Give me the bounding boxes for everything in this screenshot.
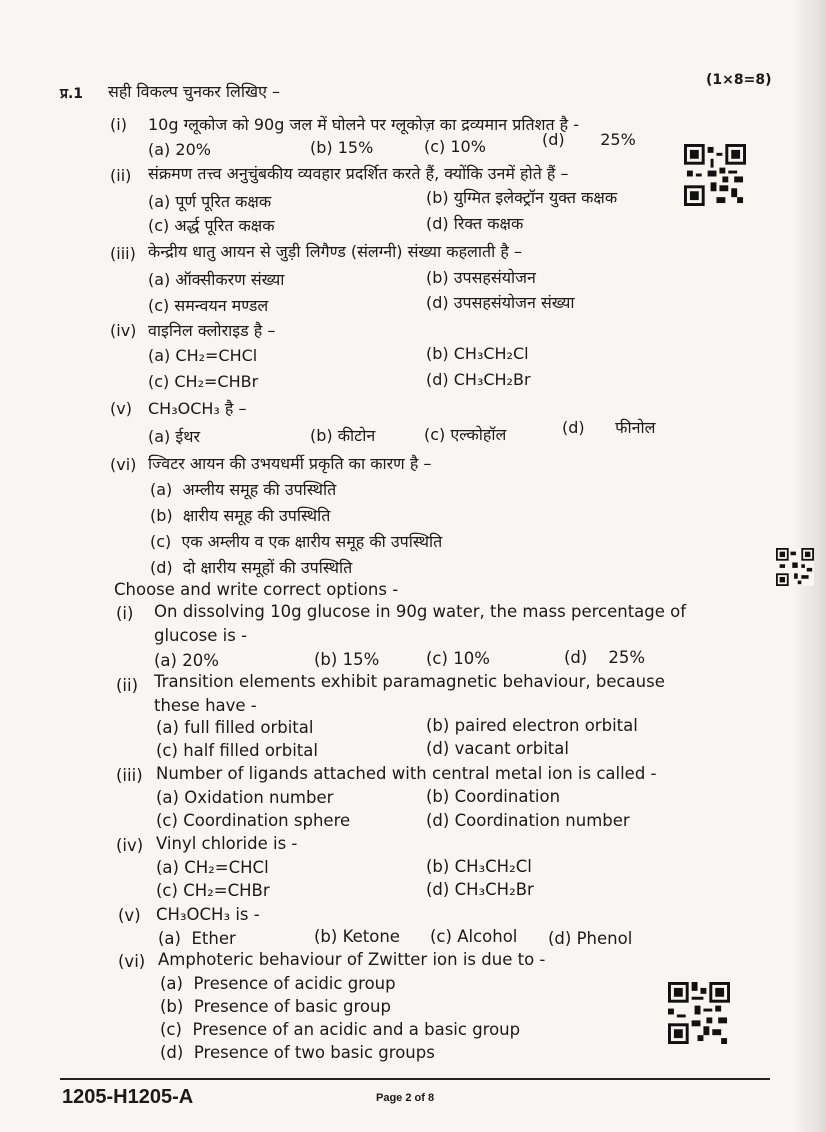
en-q6-line1: Amphoteric behaviour of Zwitter ion is due to - — [158, 950, 546, 969]
option-text: रिक्त कक्षक — [453, 214, 524, 233]
option-text: 10% — [450, 137, 486, 156]
option-label: (b) — [426, 344, 449, 363]
option-text: ऑक्सीकरण संख्या — [175, 270, 285, 289]
option-text: Presence of acidic group — [193, 974, 396, 993]
option-label: (b) — [426, 787, 450, 806]
option-label: (d) — [150, 558, 173, 577]
option-label: (d) — [426, 370, 449, 389]
option-label: (c) — [150, 532, 172, 551]
option-label: (a) — [148, 192, 171, 211]
option-text: full filled orbital — [184, 718, 314, 737]
question-number: प्र.1 — [60, 86, 84, 102]
option-text: कीटोन — [337, 426, 376, 445]
option-label: (d) — [426, 739, 450, 758]
option-text: 15% — [337, 138, 374, 157]
option-text: CH₂=CHCl — [175, 346, 258, 365]
option-text: vacant orbital — [454, 739, 569, 758]
option-label: (d) — [426, 293, 449, 312]
en-q4-num: (iv) — [116, 836, 144, 855]
option-text: समन्वयन मण्डल — [174, 296, 269, 315]
marks: (1×8=8) — [706, 72, 772, 88]
option-label: (b) — [426, 716, 450, 735]
option-label: (a) — [148, 270, 171, 289]
option-label: (d) — [562, 418, 585, 437]
option-text: 10% — [453, 649, 490, 668]
hi-q3-num: (iii) — [110, 244, 136, 263]
option-text: उपसहसंयोजन — [453, 268, 536, 287]
option-text: अर्द्ध पूरित कक्षक — [174, 216, 275, 235]
option-text: दो क्षारीय समूहों की उपस्थिति — [182, 558, 353, 577]
en-q1-num: (i) — [116, 604, 134, 623]
option-label: (b) — [314, 927, 338, 946]
instruction-hindi: सही विकल्प चुनकर लिखिए – — [108, 82, 281, 101]
hi-q1-num: (i) — [110, 115, 127, 134]
option-label: (d) — [548, 929, 572, 948]
option-label: (b) — [310, 138, 333, 157]
option-text: Oxidation number — [184, 788, 334, 807]
option-text: Coordination number — [454, 811, 630, 830]
hi-q6-text: ज्विटर आयन की उभयधर्मी प्रकृति का कारण है – — [148, 454, 432, 473]
hi-q3-text: केन्द्रीय धातु आयन से जुड़ी लिगैण्ड (संलग्नी) संख्या कहलाती है – — [148, 242, 522, 261]
option-text: Coordination — [454, 787, 561, 806]
option-text: Presence of basic group — [193, 997, 391, 1016]
option-label: (a) — [148, 346, 171, 365]
option-label: (b) — [150, 506, 173, 525]
qr-code-icon — [668, 982, 730, 1044]
hi-q5-num: (v) — [110, 399, 132, 418]
paper-code: 1205-H1205-A — [62, 1086, 194, 1108]
option-label: (a) — [148, 140, 171, 159]
option-label: (c) — [160, 1020, 182, 1039]
hi-q2-num: (ii) — [110, 166, 132, 185]
en-q1-line2: glucose is - — [154, 626, 248, 645]
en-q6-num: (vi) — [118, 952, 146, 971]
hi-q2-text: संक्रमण तत्त्व अनुचुंबकीय व्यवहार प्रदर्शित करते हैं, क्योंकि उनमें होते हैं – — [148, 164, 569, 183]
option-label: (c) — [148, 372, 170, 391]
option-label: (d) — [426, 811, 450, 830]
page-number: Page 2 of 8 — [376, 1092, 435, 1104]
option-text: CH₂=CHBr — [174, 372, 259, 391]
option-text: 25% — [600, 130, 636, 149]
option-label: (c) — [148, 296, 170, 315]
option-label: (c) — [156, 811, 178, 830]
option-text: 20% — [175, 140, 211, 159]
option-text: Ketone — [342, 927, 400, 946]
hi-q4-num: (iv) — [110, 321, 137, 340]
option-text: CH₂=CHCl — [184, 858, 269, 877]
option-text: Phenol — [576, 929, 633, 948]
option-label: (a) — [148, 427, 171, 446]
en-q3-num: (iii) — [116, 766, 143, 785]
option-text: CH₃CH₂Cl — [454, 857, 532, 876]
option-label: (c) — [426, 649, 448, 668]
hi-q6-num: (vi) — [110, 455, 137, 474]
option-text: Presence of an acidic and a basic group — [192, 1020, 521, 1039]
option-label: (b) — [314, 650, 338, 669]
option-text: 15% — [342, 650, 380, 669]
option-label: (b) — [310, 426, 333, 445]
option-text: अम्लीय समूह की उपस्थिति — [182, 480, 337, 499]
option-text: एक अम्लीय व एक क्षारीय समूह की उपस्थिति — [181, 532, 443, 551]
option-label: (a) — [154, 651, 177, 670]
option-label: (c) — [156, 741, 178, 760]
option-text: Presence of two basic groups — [193, 1043, 435, 1062]
option-label: (d) — [542, 130, 565, 149]
option-label: (a) — [156, 718, 179, 737]
option-text: CH₃CH₂Br — [454, 880, 534, 899]
qr-code-icon — [776, 548, 814, 586]
en-q2-num: (ii) — [116, 676, 139, 695]
option-text: फीनोल — [615, 418, 656, 437]
option-text: क्षारीय समूह की उपस्थिति — [182, 506, 331, 525]
option-label: (b) — [160, 997, 184, 1016]
option-text: half filled orbital — [183, 741, 318, 760]
option-text: CH₃CH₂Br — [453, 370, 531, 389]
option-text: CH₂=CHBr — [183, 881, 270, 900]
option-text: उपसहसंयोजन संख्या — [453, 293, 575, 312]
option-text: Coordination sphere — [183, 811, 351, 830]
option-label: (b) — [426, 188, 449, 207]
en-q2-line2: these have - — [154, 696, 257, 715]
option-text: paired electron orbital — [454, 716, 638, 735]
instruction-english: Choose and write correct options - — [114, 580, 399, 599]
qr-code-icon — [684, 144, 746, 206]
option-text: ईथर — [175, 427, 201, 446]
option-label: (c) — [156, 881, 178, 900]
hi-q1-text: 10g ग्लूकोज को 90g जल में घोलने पर ग्लूकोज़ का द्रव्यमान प्रतिशत है - — [148, 115, 580, 134]
option-text: CH₃CH₂Cl — [453, 344, 529, 363]
footer-rule — [60, 1078, 770, 1080]
en-q4-line1: Vinyl chloride is - — [156, 834, 298, 853]
option-label: (a) — [158, 929, 181, 948]
en-q5-line1: CH₃OCH₃ is - — [156, 905, 260, 924]
option-label: (b) — [426, 857, 450, 876]
option-label: (a) — [150, 480, 173, 499]
option-label: (a) — [156, 858, 179, 877]
option-text: युग्मित इलेक्ट्रॉन युक्त कक्षक — [453, 188, 618, 207]
option-label: (d) — [160, 1043, 184, 1062]
option-label: (b) — [426, 268, 449, 287]
option-text: 20% — [182, 651, 219, 670]
option-label: (d) — [426, 214, 449, 233]
option-label: (a) — [156, 788, 179, 807]
en-q5-num: (v) — [118, 906, 141, 925]
option-label: (c) — [424, 137, 446, 156]
option-label: (d) — [564, 648, 588, 667]
option-label: (c) — [430, 927, 452, 946]
option-text: एल्कोहॉल — [450, 425, 507, 444]
option-label: (c) — [424, 425, 446, 444]
option-text: Alcohol — [457, 927, 518, 946]
en-q2-line1: Transition elements exhibit paramagnetic behaviour, because — [154, 672, 665, 691]
en-q3-line1: Number of ligands attached with central metal ion is called - — [156, 764, 657, 783]
en-q1-line1: On dissolving 10g glucose in 90g water, the mass percentage of — [154, 602, 687, 621]
option-text: पूर्ण पूरित कक्षक — [175, 192, 272, 211]
option-text: Ether — [191, 929, 236, 948]
option-label: (c) — [148, 216, 170, 235]
option-label: (d) — [426, 880, 450, 899]
option-text: 25% — [608, 648, 646, 667]
option-label: (a) — [160, 974, 183, 993]
hi-q5-text: CH₃OCH₃ है – — [148, 399, 247, 418]
hi-q4-text: वाइनिल क्लोराइड है – — [148, 321, 276, 340]
